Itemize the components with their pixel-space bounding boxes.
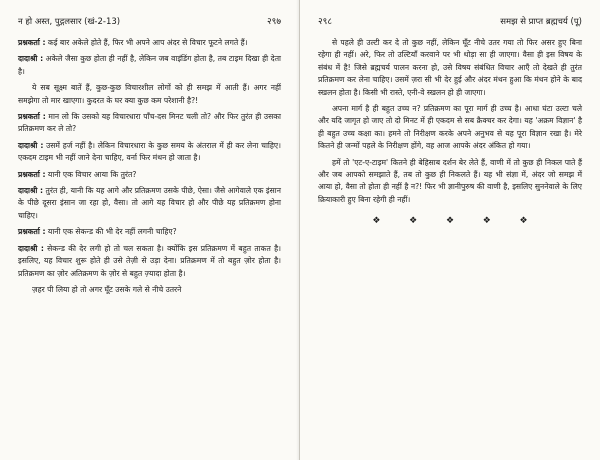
- paragraph-text: सेकन्ड की देर लगी हो तो चल सकता है। क्योंकि इस प्रतिक्रमण में बहुत ताकत है। इसलिए, यह विचार शुरू होते ही उसे तेज़ी से उड़ा देना। प्रतिक्रमण में तो बहुत ज़ोर होता है। प्रतिक्रमण का ज़ोर अतिक्रमण के ज़ोर से बहुत ज़्यादा होता है।: [18, 243, 281, 278]
- paragraph: [318, 103, 582, 153]
- left-page-header: [18, 14, 281, 27]
- paragraph: [18, 53, 281, 78]
- paragraph: [318, 37, 582, 99]
- paragraph-text: तुरंत ही, यानी कि यह आगे और प्रतिक्रमण उसके पीछे, ऐसा। जैसे आगेवाले एक इंसान के पीछे दूसरा इंसान जा रहा हो, वैसा। तो आगे यह विचार हो और पीछे यह प्रतिक्रमण होना चाहिए।: [18, 186, 281, 220]
- paragraph-text: मान लो कि उसको यह विचारधारा पाँच-दस मिनट चली तो? और फिर तुरंत ही उसका प्रतिक्रमण कर ले तो?: [18, 112, 281, 134]
- paragraph: [18, 185, 281, 222]
- paragraph: [18, 140, 281, 165]
- right-running-title: समझ से प्राप्त ब्रह्मचर्य (पू): [500, 17, 582, 27]
- paragraph-text: ये सब सूक्ष्म बातें हैं, कुछ-कुछ विचारशील लोगों को ही समझ में आती हैं। अगर नहीं समझेगा तो मार खाएगा। कुदरत के घर क्या कुछ कम परेशानी है?!: [18, 83, 281, 105]
- speaker-label: प्रश्नकर्ता :: [18, 227, 46, 237]
- paragraph: [18, 111, 281, 136]
- speaker-label: प्रश्नकर्ता :: [18, 112, 46, 122]
- ornament-4: ❖: [482, 216, 491, 227]
- paragraph-text: हमें तो 'एट-ए-टाइम' कितने ही बेहिसाब दर्शन बेर लेते हैं, वाणी में तो कुछ ही निकल पाते हैं और जब आपको समझाते हैं, तब तो कुछ ही निकलते हैं। यह भी संज्ञा में, अंदर जो समझ में आया हो, वैसा तो होता ही नहीं है न?! फिर भी ज्ञानीपुरुष की वाणी है, इसलिए सुननेवाले के लिए क्रियाकारी हुए बिना रहेगी ही नहीं।: [318, 157, 582, 204]
- paragraph: [18, 226, 281, 238]
- speaker-label: दादाश्री :: [18, 54, 44, 64]
- paragraph-text: यानी एक सेकन्ड की भी देर नहीं लगनी चाहिए?: [45, 227, 177, 237]
- paragraph: [18, 37, 281, 49]
- left-running-title: न हो अस्त, पुद्गलसार (खं-2-13): [18, 17, 121, 27]
- left-page-number: २९७: [266, 17, 281, 27]
- right-page-body: [318, 37, 582, 206]
- paragraph-text: उसमें हर्ज नहीं है। लेकिन विचारधारा के कुछ समय के अंतराल में ही कर लेना चाहिए। एकदम टाइम भी नहीं जाने देना चाहिए, वर्ना फिर मंथन हो जाता है।: [18, 140, 281, 163]
- paragraph: [18, 243, 281, 280]
- ornament-3: ❖: [445, 216, 455, 227]
- left-page-body: [18, 37, 281, 296]
- ornament-1: ❖: [372, 216, 381, 227]
- section-ornaments: [318, 210, 582, 226]
- paragraph: [18, 169, 281, 181]
- paragraph: [318, 157, 582, 207]
- right-page-header: [318, 14, 582, 27]
- paragraph: [18, 82, 281, 107]
- right-page: [300, 0, 600, 460]
- paragraph-text: यानी एक विचार आया कि तुरंत?: [45, 169, 137, 179]
- paragraph-text: कई बार अकेले होते हैं, फिर भी अपने आप अंदर से विचार फूटने लगते हैं।: [45, 38, 248, 47]
- paragraph-text: ज़हर पी लिया हो तो अगर घूँट उसके गले से नीचे उतरने: [32, 284, 182, 294]
- ornament-5: ❖: [519, 216, 528, 227]
- paragraph: [18, 284, 281, 296]
- paragraph-text: से पहले ही उल्टी कर दे तो कुछ नहीं, लेकिन घूँट नीचे उतर गया तो फिर असर हुए बिना रहेगा ही नहीं। अरे, फिर तो उल्टियाँ करवाने पर भी थोड़ा सा ही जाएगा। वैसा ही इस विषय के संबंध में है! जिसे ब्रह्मचर्य पालन करना हो, उसे विषय संबंधित विचार आएँ तो देखते ही तुरंत प्रतिक्रमण कर लेना चाहिए। उसमें ज़रा सी भी देर हुई और अंदर मंथन हुआ कि मंथन होने के बाद स्खलन होता है। किसी भी रास्ते, एनी-वे स्खलन हो ही जाएगा।: [318, 38, 582, 97]
- speaker-label: प्रश्नकर्ता :: [18, 38, 46, 47]
- paragraph-text: अपना मार्ग है ही बहुत उच्च न? प्रतिक्रमण का पूरा मार्ग ही उच्च है। आधा घंटा उल्टा चले और यदि जागृत हो जाए तो दो मिनट में ही एकदम से सब क्रैक्चर कर देगा। यह 'अक्रम विज्ञान' है ही बहुत उच्च कक्षा का। हमने तो निरीक्षण करके अपने अनुभव से यह पूरा विज्ञान रखा है। मेरे कितने ही जन्मों पहले के निरीक्षण होंगे, वह आज आपके अंदर अंकित हो गया।: [318, 104, 582, 151]
- paragraph-text: अकेले जैसा कुछ होता ही नहीं है, लेकिन जब वाइंडिंग होता है, तब टाइम दिखा ही देता है।: [18, 54, 281, 76]
- speaker-label: प्रश्नकर्ता :: [18, 169, 46, 179]
- right-page-number: २९८: [318, 17, 333, 27]
- ornament-2: ❖: [409, 216, 418, 227]
- speaker-label: दादाश्री :: [18, 243, 44, 253]
- speaker-label: दादाश्री :: [18, 140, 44, 150]
- speaker-label: दादाश्री :: [18, 186, 44, 196]
